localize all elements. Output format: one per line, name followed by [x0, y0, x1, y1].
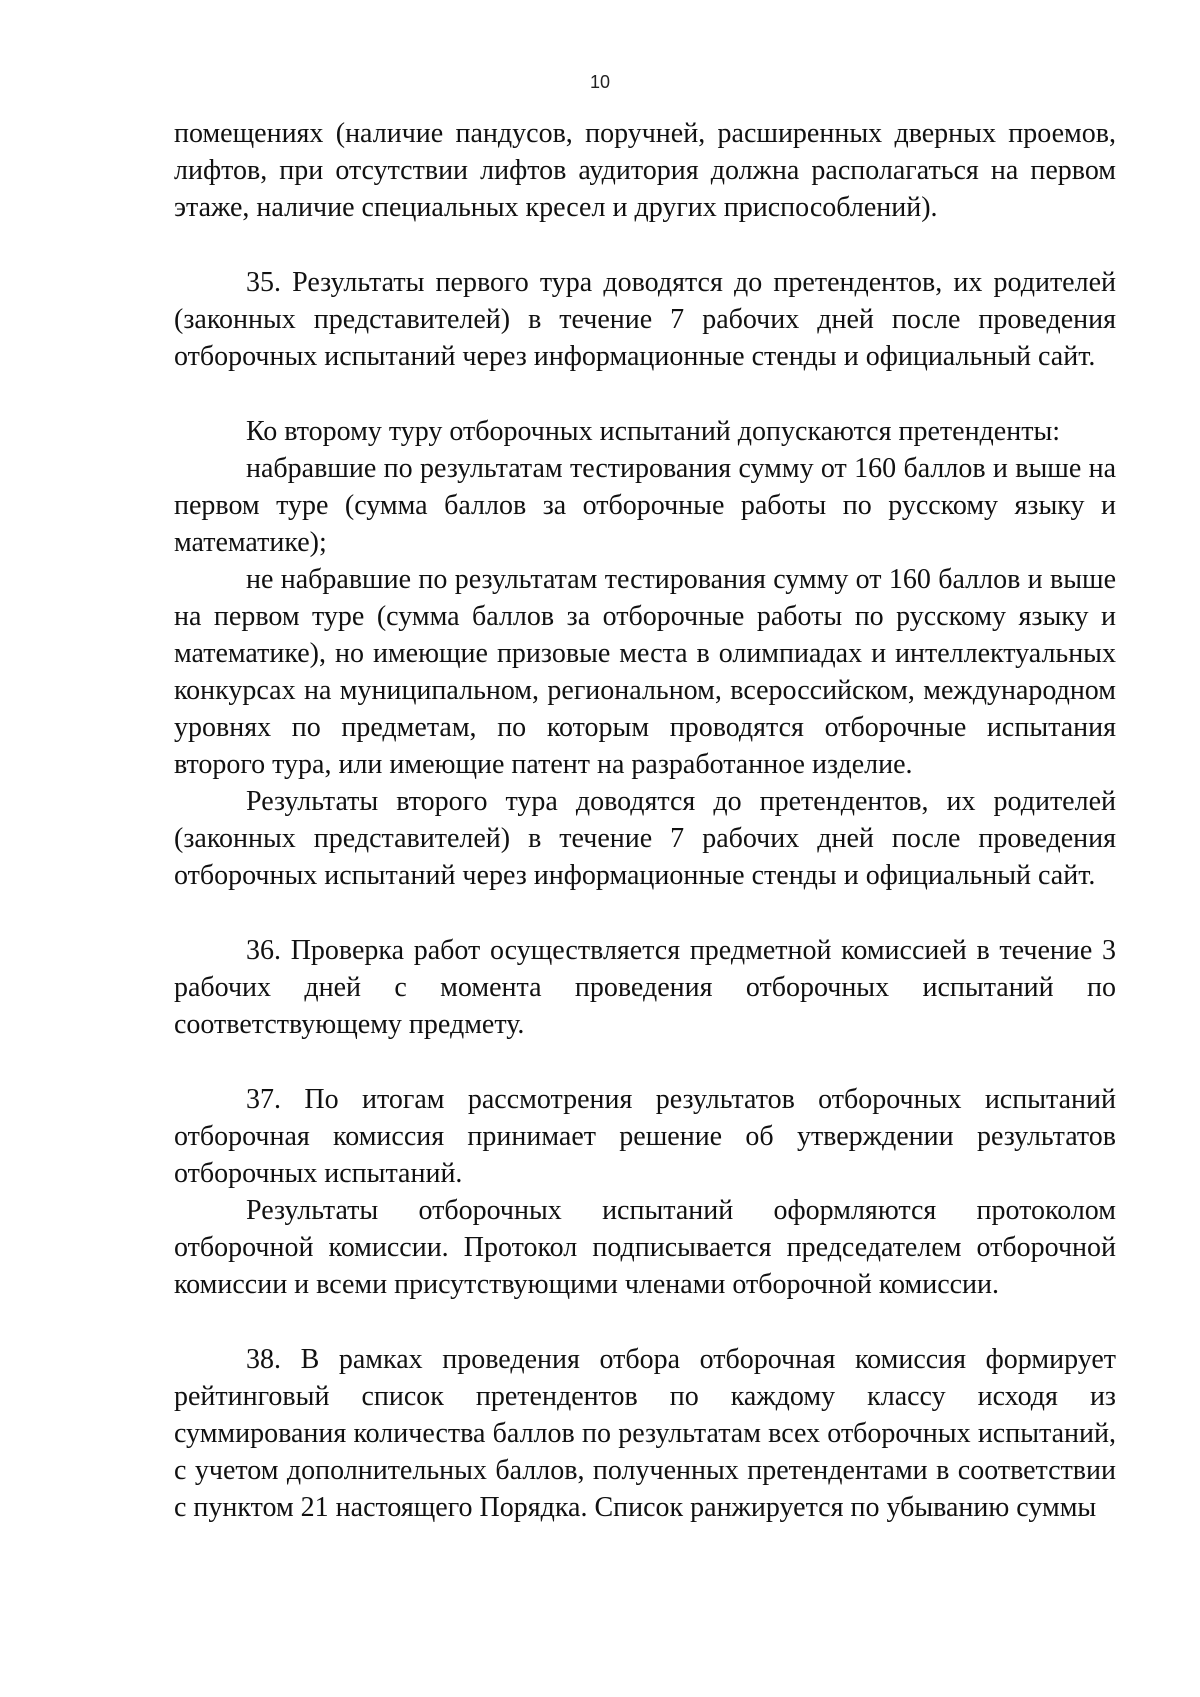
paragraph-second-round-criteria-1: набравшие по результатам тестирования сумму от 160 баллов и выше на первом туре (сумма баллов за отборочные работы по русскому языку и математике);	[174, 453, 1116, 558]
paragraph-second-round-criteria-2: не набравшие по результатам тестирования сумму от 160 баллов и выше на первом туре (сумма баллов за отборочные работы по русскому языку и математике), но имеющие призовые места в олимпиадах и интеллектуальных конкурсах на муниципальном, региональном, всероссийском, международном уровнях по предметам, по которым проводятся отборочные испытания второго тура, или имеющие патент на разработанное изделие.	[174, 564, 1116, 780]
paragraph-37-protocol: Результаты отборочных испытаний оформляются протоколом отборочной комиссии. Протокол подписывается председателем отборочной комиссии и всеми присутствующими членами отборочной комиссии.	[174, 1195, 1116, 1300]
paragraph-second-round-results: Результаты второго тура доводятся до претендентов, их родителей (законных представителей) в течение 7 рабочих дней после проведения отборочных испытаний через информационные стенды и официальный сайт.	[174, 786, 1116, 891]
paragraph-36: 36. Проверка работ осуществляется предметной комиссией в течение 3 рабочих дней с момента проведения отборочных испытаний по соответствующему предмету.	[174, 935, 1116, 1040]
paragraph-37: 37. По итогам рассмотрения результатов отборочных испытаний отборочная комиссия принимает решение об утверждении результатов отборочных испытаний.	[174, 1084, 1116, 1189]
document-body	[174, 115, 1116, 1526]
paragraph-35: 35. Результаты первого тура доводятся до претендентов, их родителей (законных представителей) в течение 7 рабочих дней после проведения отборочных испытаний через информационные стенды и официальный сайт.	[174, 267, 1116, 372]
paragraph-continuation: помещениях (наличие пандусов, поручней, расширенных дверных проемов, лифтов, при отсутствии лифтов аудитория должна располагаться на первом этаже, наличие специальных кресел и других приспособлений).	[174, 118, 1116, 223]
page-number: 10	[589, 72, 611, 92]
paragraph-38: 38. В рамках проведения отбора отборочная комиссия формирует рейтинговый список претендентов по каждому классу исходя из суммирования количества баллов по результатам всех отборочных испытаний, с учетом дополнительных баллов, полученных претендентами в соответствии с пунктом 21 настоящего Порядка. Список ранжируется по убыванию суммы	[174, 1344, 1116, 1523]
paragraph-second-round-intro: Ко второму туру отборочных испытаний допускаются претенденты:	[246, 416, 1061, 447]
